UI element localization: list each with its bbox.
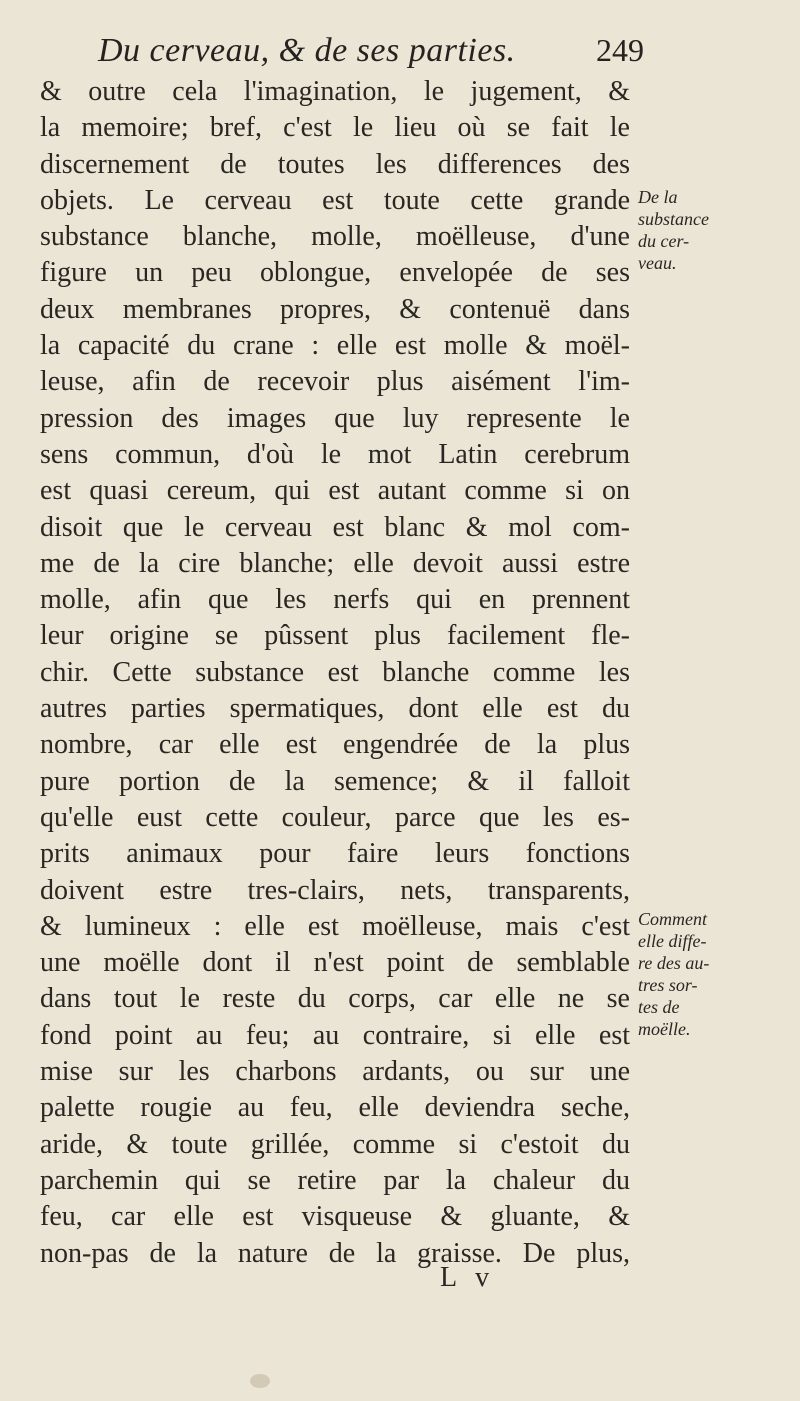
margin-note-line: De la — [638, 187, 678, 207]
text-line: sens commun, d'où le mot Latin cerebrum — [40, 438, 630, 470]
text-line: nombre, car elle est engendrée de la plus — [40, 729, 630, 761]
margin-note-line: elle diffe- — [638, 931, 707, 951]
text-line: prits animaux pour faire leurs fonctions — [40, 838, 630, 870]
margin-note-line: re des au- — [638, 953, 710, 973]
margin-note-line: du cer- — [638, 231, 690, 251]
text-line: une moëlle dont il n'est point de semblable — [40, 947, 630, 979]
text-line: objets. Le cerveau est toute cette grande — [40, 184, 630, 216]
text-line: substance blanche, molle, moëlleuse, d'une — [40, 221, 630, 253]
text-line: me de la cire blanche; elle devoit aussi estre — [40, 547, 630, 579]
body-text — [40, 74, 630, 1272]
text-line: pression des images que luy represente le — [40, 402, 630, 434]
text-line: pure portion de la semence; & il falloit — [40, 765, 630, 797]
running-head: Du cerveau, & de ses parties. — [98, 32, 516, 69]
margin-note-line: moëlle. — [638, 1019, 691, 1039]
text-line: molle, afin que les nerfs qui en prennent — [40, 584, 630, 616]
text-line: palette rougie au feu, elle deviendra seche, — [40, 1092, 630, 1124]
text-line: dans tout le reste du corps, car elle ne se — [40, 983, 630, 1015]
margin-note-line: Comment — [638, 909, 707, 929]
text-line: discernement de toutes les differences des — [40, 148, 630, 180]
margin-note-marrow — [638, 908, 788, 1040]
stain-mark — [250, 1374, 270, 1388]
text-line: aride, & toute grillée, comme si c'estoit du — [40, 1128, 630, 1160]
text-line: parchemin qui se retire par la chaleur du — [40, 1164, 630, 1196]
text-line: feu, car elle est visqueuse & gluante, & — [40, 1201, 630, 1233]
text-line: figure un peu oblongue, envelopée de ses — [40, 257, 630, 289]
text-line: disoit que le cerveau est blanc & mol com- — [40, 511, 630, 543]
margin-note-line: tres sor- — [638, 975, 698, 995]
text-line: est quasi cereum, qui est autant comme si on — [40, 475, 630, 507]
catchword: L v — [440, 1262, 496, 1293]
page-number: 249 — [596, 32, 644, 68]
text-line: & outre cela l'imagination, le jugement, & — [40, 76, 630, 107]
text-line: qu'elle eust cette couleur, parce que les es- — [40, 801, 630, 833]
margin-note-line: substance — [638, 209, 709, 229]
text-line: deux membranes propres, & contenuë dans — [40, 293, 630, 325]
margin-note-line: veau. — [638, 253, 677, 273]
text-line: chir. Cette substance est blanche comme les — [40, 656, 630, 688]
text-line: fond point au feu; au contraire, si elle est — [40, 1019, 630, 1051]
text-line: autres parties spermatiques, dont elle est du — [40, 693, 630, 725]
text-line: leur origine se pûssent plus facilement fle- — [40, 620, 630, 652]
text-line: mise sur les charbons ardants, ou sur une — [40, 1056, 630, 1088]
margin-note-substance — [638, 186, 788, 274]
margin-note-line: tes de — [638, 997, 680, 1017]
page-header — [98, 32, 644, 80]
text-line: & lumineux : elle est moëlleuse, mais c'est — [40, 910, 630, 942]
text-line: leuse, afin de recevoir plus aisément l'im- — [40, 366, 630, 398]
text-line: doivent estre tres-clairs, nets, transparents, — [40, 874, 630, 906]
text-line: la capacité du crane : elle est molle & moël- — [40, 330, 630, 362]
text-line: la memoire; bref, c'est le lieu où se fait le — [40, 112, 630, 144]
text-line: non-pas de la nature de la graisse. De plus, — [40, 1237, 630, 1269]
